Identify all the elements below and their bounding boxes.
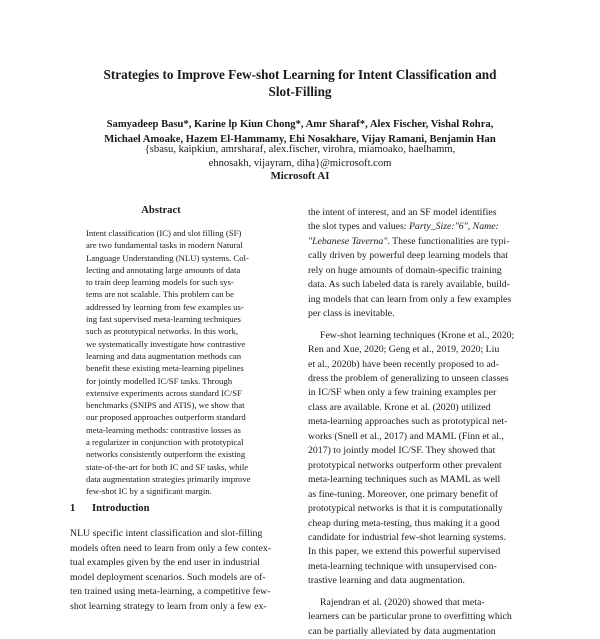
example-slot-text: "Lebanese Taverna" bbox=[308, 235, 388, 247]
body-line: benefit these existing meta-learning pipelines bbox=[86, 363, 244, 374]
body-line bbox=[308, 220, 534, 234]
section-heading-introduction bbox=[70, 503, 290, 514]
body-line: Intent classification (IC) and slot filling (SF) bbox=[86, 228, 242, 238]
author-line: Samyadeep Basu*, Karine lp Kiun Chong*, Amr Sharaf*, Alex Fischer, Vishal Rohra, bbox=[106, 119, 494, 130]
body-line: shot learning strategy to learn from only a few ex- bbox=[70, 600, 267, 612]
body-line: to train deep learning models for such sys- bbox=[86, 277, 234, 288]
body-line: we systematically investigate how contrastive bbox=[86, 338, 246, 349]
author-emails bbox=[40, 143, 560, 171]
body-text: . These functionalities are typi- bbox=[387, 235, 510, 247]
body-line: NLU specific intent classification and slot-filling bbox=[70, 528, 263, 539]
body-line: data augmentation strategies primarily improve bbox=[86, 473, 251, 484]
title-line: Strategies to Improve Few-shot Learning for Intent Classification and bbox=[103, 67, 497, 82]
body-line: extensive experiments across standard IC/SF bbox=[86, 387, 242, 398]
body-line: ten trained using meta-learning, a competitive few- bbox=[70, 586, 271, 597]
body-line: learning and data augmentation methods can bbox=[86, 350, 242, 361]
paragraph-gap bbox=[308, 589, 534, 596]
body-line: meta-learning methods: contrastive losses as bbox=[86, 424, 241, 435]
intro-right-column bbox=[308, 206, 534, 639]
body-line: cally driven by powerful deep learning models that bbox=[308, 250, 508, 262]
paragraph bbox=[308, 329, 534, 589]
body-line: cheap during meta-testing, thus making it a good bbox=[308, 517, 500, 529]
paragraph-continuation bbox=[308, 249, 534, 321]
email-line: ehnosakh, vijayram, diha}@microsoft.com bbox=[208, 158, 392, 169]
affiliation: Microsoft AI bbox=[270, 170, 330, 182]
body-line: in IC/SF when only a few training examples per bbox=[308, 387, 497, 399]
section-number: 1 bbox=[70, 503, 76, 514]
body-line: ing models that can learn from only a few examples bbox=[308, 293, 512, 305]
body-line: data. As such labeled data is rarely available, build- bbox=[308, 279, 510, 291]
body-line: lecting and annotating large amounts of data bbox=[86, 264, 241, 275]
intro-left-column bbox=[70, 527, 300, 614]
body-line: dress the problem of generalizing to unseen classes bbox=[308, 372, 509, 384]
body-line: et al., 2020b) have been recently proposed to ad- bbox=[308, 358, 499, 370]
body-line: few-shot IC by a significant margin. bbox=[86, 486, 212, 497]
body-line: benchmarks (SNIPS and ATIS), we show that bbox=[86, 400, 245, 411]
body-line: 2017) to jointly model IC/SF. They showed that bbox=[308, 445, 496, 457]
example-slot-text: Party_Size:"6", Name: bbox=[408, 221, 499, 233]
body-line: meta-learning approaches such as prototypical net- bbox=[308, 416, 508, 428]
body-line: prototypical networks is that it is computationally bbox=[308, 503, 503, 515]
body-line: tems are not scalable. This problem can be bbox=[86, 289, 234, 300]
abstract-body bbox=[86, 227, 276, 498]
body-line: rely on huge amounts of domain-specific training bbox=[308, 264, 502, 276]
body-text: the slot types and values: bbox=[308, 221, 409, 233]
body-line: Ren and Xue, 2020; Geng et al., 2019, 2020; Liu bbox=[308, 344, 500, 356]
body-line: meta-learning technique with unsupervised con- bbox=[308, 560, 497, 572]
title-line: Slot-Filling bbox=[268, 84, 332, 99]
body-line: learners can be particular prone to overfitting which bbox=[308, 611, 512, 623]
body-line bbox=[308, 235, 534, 249]
body-line: Few-shot learning techniques (Krone et al., 2020; bbox=[320, 329, 515, 341]
body-line: trastive learning and data augmentation. bbox=[308, 575, 465, 587]
body-line: model deployment scenarios. Such models are of- bbox=[70, 571, 266, 583]
body-line: per class is inevitable. bbox=[308, 308, 395, 320]
body-line: Rajendran et al. (2020) showed that meta- bbox=[320, 596, 485, 608]
abstract-heading: Abstract bbox=[141, 205, 181, 216]
body-line: for jointly modelled IC/SF tasks. Through bbox=[86, 375, 233, 386]
body-line: works (Snell et al., 2017) and MAML (Finn et al., bbox=[308, 430, 504, 442]
body-line: In this paper, we extend this powerful supervised bbox=[308, 546, 501, 558]
body-line: are two fundamental tasks in modern Natural bbox=[86, 240, 243, 251]
author-line: Michael Amoake, Hazem El-Hammamy, Ehi Nosakhare, Vijay Ramani, Benjamin Han bbox=[104, 134, 496, 145]
body-line: the intent of interest, and an SF model identifies bbox=[308, 207, 497, 218]
body-line: as fine-tuning. Moreover, one primary benefit of bbox=[308, 488, 499, 500]
body-line: can be partially alleviated by data augmentation bbox=[308, 625, 496, 637]
body-line: prototypical networks outperform other prevalent bbox=[308, 459, 502, 471]
body-line: ing fast supervised meta-learning techniques bbox=[86, 314, 241, 325]
section-title: Introduction bbox=[92, 503, 150, 514]
body-line: our proposed approaches outperform standard bbox=[86, 412, 246, 423]
body-line: models often need to learn from only a few contex- bbox=[70, 542, 272, 554]
paragraph bbox=[308, 596, 534, 639]
email-line: {sbasu, kaipkiun, amrsharaf, alex.fischer, virohra, miamoako, haelhamm, bbox=[144, 144, 456, 155]
body-line: such as prototypical networks. In this work, bbox=[86, 326, 239, 337]
body-line: state-of-the-art for both IC and SF tasks, while bbox=[86, 461, 249, 472]
body-line: addressed by learning from few examples us- bbox=[86, 301, 244, 312]
body-line: Language Understanding (NLU) systems. Col- bbox=[86, 252, 249, 263]
body-line: networks consistently outperform the existing bbox=[86, 449, 246, 460]
body-line: meta-learning techniques such as MAML as well bbox=[308, 474, 501, 486]
body-line: tual examples given by the end user in industrial bbox=[70, 557, 260, 568]
body-line: candidate for industrial few-shot learning systems. bbox=[308, 531, 507, 543]
body-line: a regularizer in conjunction with prototypical bbox=[86, 437, 244, 448]
paragraph-gap bbox=[308, 322, 534, 329]
body-line: class are available. Krone et al. (2020) utilized bbox=[308, 401, 491, 413]
paper-title bbox=[60, 66, 540, 100]
